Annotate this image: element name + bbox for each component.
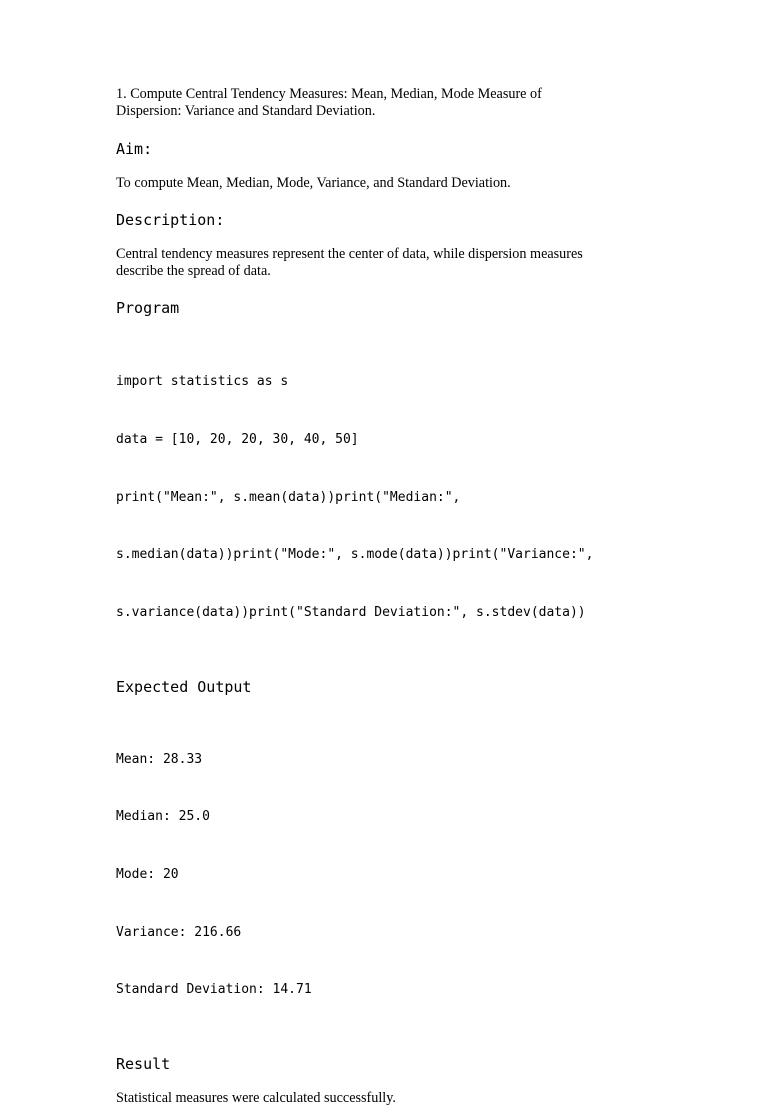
description-heading: Description: xyxy=(116,211,225,229)
title-line-1: 1. Compute Central Tendency Measures: Mean, Median, Mode Measure of xyxy=(116,86,542,102)
description-line-1: Central tendency measures represent the center of data, while dispersion measures xyxy=(116,246,583,262)
code-line: s.variance(data))print("Standard Deviation:", s.stdev(data)) xyxy=(116,604,586,620)
document-page xyxy=(116,86,656,1107)
output-line: Standard Deviation: 14.71 xyxy=(116,982,312,998)
code-line: import statistics as s xyxy=(116,374,289,390)
output-line: Mean: 28.33 xyxy=(116,751,203,767)
program-heading: Program xyxy=(116,299,180,317)
output-line: Median: 25.0 xyxy=(116,809,210,825)
code-line: print("Mean:", s.mean(data))print("Median:", xyxy=(116,489,461,505)
result-text: Statistical measures were calculated successfully. xyxy=(116,1089,396,1106)
output-line: Variance: 216.66 xyxy=(116,924,242,940)
document-title xyxy=(116,86,656,120)
description-text xyxy=(116,246,656,280)
code-line: s.median(data))print("Mode:", s.mode(data))print("Variance:", xyxy=(116,547,594,563)
result-heading: Result xyxy=(116,1054,171,1073)
aim-text: To compute Mean, Median, Mode, Variance, and Standard Deviation. xyxy=(116,175,511,191)
aim-heading: Aim: xyxy=(116,140,153,158)
title-line-2: Dispersion: Variance and Standard Deviation. xyxy=(116,103,376,119)
expected-output-heading: Expected Output xyxy=(116,678,252,697)
code-line: data = [10, 20, 20, 30, 40, 50] xyxy=(116,432,359,448)
program-code-block xyxy=(116,334,656,660)
description-line-2: describe the spread of data. xyxy=(116,263,271,279)
output-line: Mode: 20 xyxy=(116,867,179,883)
expected-output-block xyxy=(116,711,656,1037)
